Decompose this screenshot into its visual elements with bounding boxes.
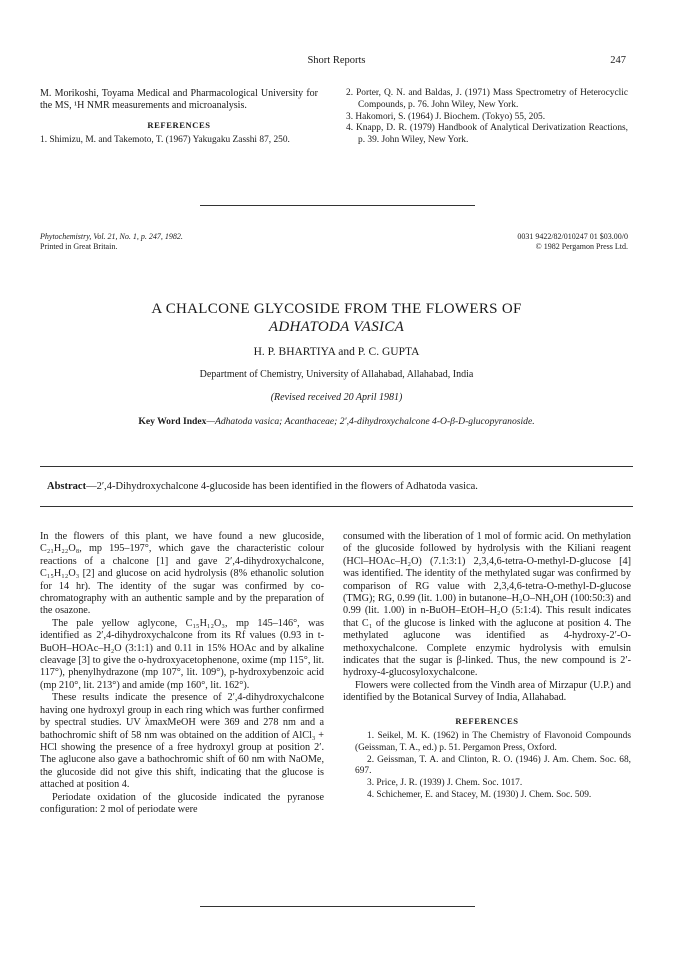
journal-info-right xyxy=(328,232,628,252)
divider xyxy=(40,506,633,507)
acknowledgement: M. Morikoshi, Toyama Medical and Pharmacological University for the MS, ¹H NMR measurements and microanalysis. xyxy=(40,88,318,112)
keywords-text: —Adhatoda vasica; Acanthaceae; 2′,4-dihydroxychalcone 4-O-β-D-glucopyranoside. xyxy=(206,416,535,427)
journal-code: 0031 9422/82/010247 01 $03.00/0 xyxy=(517,232,628,241)
article-title xyxy=(40,300,633,336)
journal-info-left xyxy=(40,232,340,252)
abstract xyxy=(47,481,627,492)
page-number: 247 xyxy=(610,55,626,66)
body-column-right xyxy=(343,531,631,802)
reference-item: 3. Price, J. R. (1939) J. Chem. Soc. 1017. xyxy=(367,778,523,789)
reference-item: 2. Porter, Q. N. and Baldas, J. (1971) Mass Spectrometry of Heterocyclic Compounds, p. 76. John Wiley, New York. xyxy=(346,88,628,110)
previous-article-right xyxy=(346,88,628,147)
references-heading: REFERENCES xyxy=(147,119,211,130)
body-paragraph: These results indicate the presence of 2′,4-dihydroxychalcone having one hydroxyl group in each ring which was further confirmed by spectral studies. UV λmaxMeOH were 369 and 278 nm and a bathochromic shift of 58 nm was obtained on the addition of AlCl₃ + HCl showing the presence of a free hydroxyl group at position 2′. The aglucone also gave a bathochromic shift of 60 nm with NaOMe, the glucoside did not give this shift, indicating that the glucose is attached at position 4. xyxy=(40,692,324,791)
reference-item: 3. Hakomori, S. (1964) J. Biochem. (Tokyo) 55, 205. xyxy=(346,111,546,122)
abstract-text: —2′,4-Dihydroxychalcone 4-glucoside has been identified in the flowers of Adhatoda vasica. xyxy=(86,481,478,492)
revised-date: (Revised received 20 April 1981) xyxy=(270,392,403,403)
title-line-1: A CHALCONE GLYCOSIDE FROM THE FLOWERS OF xyxy=(151,301,522,317)
reference-item: 1. Seikel, M. K. (1962) in The Chemistry of Flavonoid Compounds (Geissman, T. A., ed.) p. 51. Pergamon Press, Oxford. xyxy=(355,731,631,753)
divider xyxy=(200,906,475,907)
affiliation: Department of Chemistry, University of Allahabad, Allahabad, India xyxy=(199,369,474,380)
reference-item: 2. Geissman, T. A. and Clinton, R. O. (1946) J. Am. Chem. Soc. 68, 697. xyxy=(355,754,631,777)
body-paragraph: The pale yellow aglycone, C₁₅H₁₂O₃, mp 145–146°, was identified as 2′,4-dihydroxychalcone from its Rf values (0.93 in t-BuOH–HOAc–H₂O (3:1:1) and 0.11 in 15% HOAc and by alkaline cleavage [3] to give the o-hydroxyacetophenone, oxime (mp 115°, lit. 117°), phenylhydrazone (mp 107°, lit. 109°), p-hydroxybenzoic acid (mp 210°, lit. 213°) and amide (mp 160°, lit. 162°). xyxy=(40,617,324,691)
journal-citation: Phytochemistry, Vol. 21, No. 1, p. 247, 1982. xyxy=(40,232,183,241)
abstract-label: Abstract xyxy=(47,481,87,492)
body-paragraph: Flowers were collected from the Vindh area of Mirzapur (U.P.) and identified by the Botanical Survey of India, Allahabad. xyxy=(343,679,631,704)
divider xyxy=(40,466,633,467)
reference-item: 1. Shimizu, M. and Takemoto, T. (1967) Yakugaku Zasshi 87, 250. xyxy=(40,134,290,145)
reference-item: 4. Knapp, D. R. (1979) Handbook of Analytical Derivatization Reactions, p. 39. John Wiley, New York. xyxy=(346,123,628,146)
divider xyxy=(200,205,475,206)
body-paragraph: In the flowers of this plant, we have found a new glucoside, C₂₁H₂₂O₈, mp 195–197°, which gave the characteristic colour reactions of a chalcone [1] and gave 2′,4-dihydroxychalcone, C₁₅H₁₂O₃ [2] and glucose on acid hydrolysis (8% ethanolic solution for 14 hr). The identity of the sugar was confirmed by co-chromatography with an authentic sample and by the preparation of the osazone. xyxy=(40,531,324,617)
body-column-left xyxy=(40,531,324,816)
keywords-label: Key Word Index xyxy=(138,416,207,427)
body-paragraph: Periodate oxidation of the glucoside indicated the pyranose configuration: 2 mol of periodate were xyxy=(40,791,324,815)
references-heading: REFERENCES xyxy=(455,715,519,726)
printed-in: Printed in Great Britain. xyxy=(40,242,118,251)
title-line-2: ADHATODA VASICA xyxy=(268,319,405,335)
reference-item: 4. Schichemer, E. and Stacey, M. (1930) J. Chem. Soc. 509. xyxy=(367,790,592,801)
copyright: © 1982 Pergamon Press Ltd. xyxy=(535,242,628,251)
body-paragraph: consumed with the liberation of 1 mol of formic acid. On methylation of the glucoside followed by hydrolysis with the Kiliani reagent (HCl–HOAc–H₂O) (7.1:3:1) 2,3,4,6-tetra-O-methyl-D-glucose [4] was identified. The identity of the methylated sugar was confirmed by comparison of RG value with 2,3,4,6-tetra-O-methyl-D-glucose (TMG); RG, 0.99 (lit. 1.00) in butanone–H₂O–NH₄OH (100:50:3) and 0.99 (lit. 1.00) in n-BuOH–EtOH–H₂O (5:1:4). This result indicates that C₁ of the glucose is linked with the aglucone at position 4. The methylated aglucone was identified as 4-hydroxy-2′-O-methoxychalcone. Complete enzymic hydrolysis with emulsin indicates that the sugar is β-linked. Thus, the new compound is 2′-hydroxy-4-glucosyloxychalcone. xyxy=(343,531,631,679)
running-head: Short Reports xyxy=(307,55,366,66)
authors: H. P. BHARTIYA and P. C. GUPTA xyxy=(253,346,420,358)
keywords xyxy=(0,416,673,427)
previous-article-left xyxy=(40,88,318,147)
